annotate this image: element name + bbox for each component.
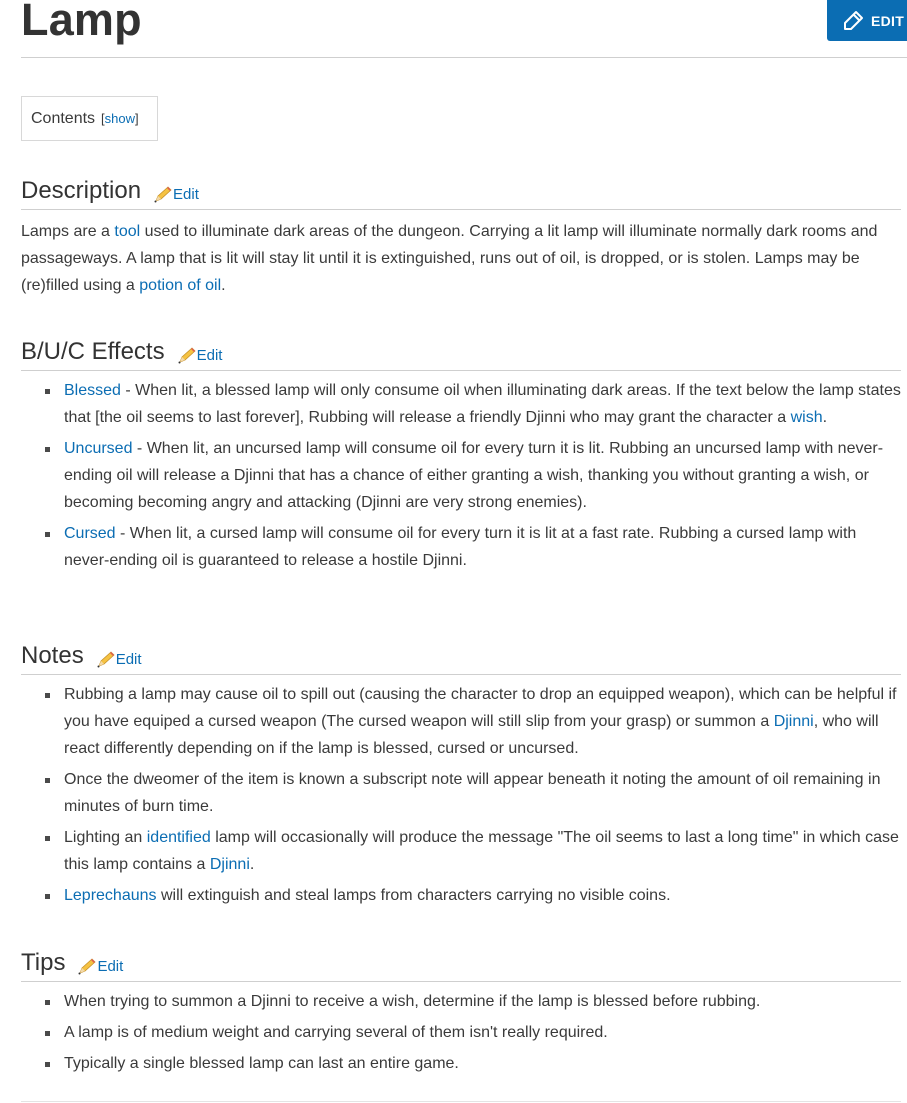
section-description <box>21 176 901 299</box>
list-item <box>64 435 901 516</box>
section-heading <box>21 948 901 982</box>
cursed-link[interactable]: Cursed <box>64 525 116 542</box>
wish-link[interactable]: wish <box>790 409 823 426</box>
section-edit-link[interactable] <box>153 185 199 203</box>
list-item <box>64 520 901 574</box>
list-item <box>64 824 901 878</box>
section-heading <box>21 337 901 371</box>
section-title: B/U/C Effects <box>21 338 165 365</box>
edit-page-label: EDIT <box>871 12 905 29</box>
section-title: Description <box>21 177 142 204</box>
toc-label: Contents <box>31 109 96 127</box>
section-edit-label: Edit <box>173 186 199 203</box>
blessed-link[interactable]: Blessed <box>64 382 121 399</box>
pencil-outline-icon <box>841 9 865 33</box>
pencil-icon <box>177 346 197 364</box>
potion-of-oil-link[interactable]: potion of oil <box>139 277 222 294</box>
list-item: A lamp is of medium weight and carrying several of them isn't really required. <box>64 1019 901 1046</box>
text: , who will react differently depending on if the lamp is blessed, cursed or uncursed. <box>64 713 879 757</box>
list-item <box>64 377 901 431</box>
text: Rubbing a lamp may cause oil to spill out (causing the character to drop an equipped weapon), which can be helpful if you have equiped a cursed weapon (The cursed weapon will still slip from your grasp) or summon a <box>64 686 897 730</box>
djinni-link[interactable]: Djinni <box>773 713 814 730</box>
list-item: When trying to summon a Djinni to receive a wish, determine if the lamp is blessed before rubbing. <box>64 988 901 1015</box>
section-heading <box>21 176 901 210</box>
list-item <box>64 766 901 820</box>
section-tips <box>21 948 901 1081</box>
tool-link[interactable]: tool <box>114 223 141 240</box>
text: . <box>822 409 828 426</box>
pencil-icon <box>153 185 173 203</box>
tips-list <box>21 988 901 1077</box>
uncursed-link[interactable]: Uncursed <box>64 440 133 457</box>
pencil-icon <box>77 957 97 975</box>
text: - When lit, a blessed lamp will only consume oil when illuminating dark areas. If the text below the lamp states that [the oil seems to last forever], Rubbing will release a friendly Djinni who may grant the character a <box>64 382 901 426</box>
text: . <box>249 856 255 873</box>
section-edit-link[interactable] <box>177 346 223 364</box>
list-item <box>64 882 901 909</box>
section-notes <box>21 641 901 913</box>
section-title: Notes <box>21 642 84 669</box>
page-title: Lamp <box>21 0 142 45</box>
text: - When lit, an uncursed lamp will consume oil for every turn it is lit. Rubbing an uncursed lamp with never-ending oil will release a Djinni that has a chance of either granting a wish, thanking you without granting a wish, or becoming becoming angry and attacking (Djinni are very strong enemies). <box>64 440 884 511</box>
text: Lighting an <box>64 829 147 846</box>
section-edit-label: Edit <box>97 958 124 975</box>
page-header <box>21 0 907 58</box>
pencil-icon <box>96 650 116 668</box>
text: will extinguish and steal lamps from characters carrying no visible coins. <box>156 887 671 904</box>
section-edit-label: Edit <box>196 347 223 364</box>
description-paragraph <box>21 218 901 299</box>
list-item <box>64 681 901 762</box>
list-item: Typically a single blessed lamp can last an entire game. <box>64 1050 901 1077</box>
edit-page-button[interactable] <box>827 0 907 41</box>
identified-link[interactable]: identified <box>146 829 211 846</box>
text: Once the dweomer of the item is known a subscript note will appear beneath it noting the amount of oil remaining in minutes of burn time. <box>64 771 881 815</box>
text: . <box>221 277 226 294</box>
buc-list <box>21 377 901 574</box>
section-edit-link[interactable] <box>77 957 123 975</box>
djinni-link[interactable]: Djinni <box>209 856 250 873</box>
text: lamp will occasionally will produce the message "The oil seems to last a long time" in which case this lamp contains a <box>64 829 899 873</box>
toc-show-link[interactable]: show <box>104 111 136 126</box>
leprechauns-link[interactable]: Leprechauns <box>64 887 157 904</box>
bottom-divider <box>21 1101 901 1102</box>
section-title: Tips <box>21 949 66 976</box>
notes-list <box>21 681 901 909</box>
section-edit-link[interactable] <box>96 650 142 668</box>
toc-toggle <box>101 111 139 126</box>
text: - When lit, a cursed lamp will consume oil for every turn it is lit at a fast rate. Rubbing a cursed lamp with never-ending oil is guaranteed to release a hostile Djinni. <box>64 525 857 569</box>
text: used to illuminate dark areas of the dungeon. Carrying a lit lamp will illuminate normally dark rooms and passageways. A lamp that is lit will stay lit until it is extinguished, runs out of oil, is dropped, or is stolen. Lamps may be (re)filled using a <box>21 223 878 294</box>
section-edit-label: Edit <box>115 651 142 668</box>
section-heading <box>21 641 901 675</box>
toc-bracket-open: [ <box>101 111 105 126</box>
table-of-contents <box>21 96 158 141</box>
text: Lamps are a <box>21 223 115 240</box>
section-buc-effects <box>21 337 901 578</box>
toc-bracket-close: ] <box>135 111 139 126</box>
